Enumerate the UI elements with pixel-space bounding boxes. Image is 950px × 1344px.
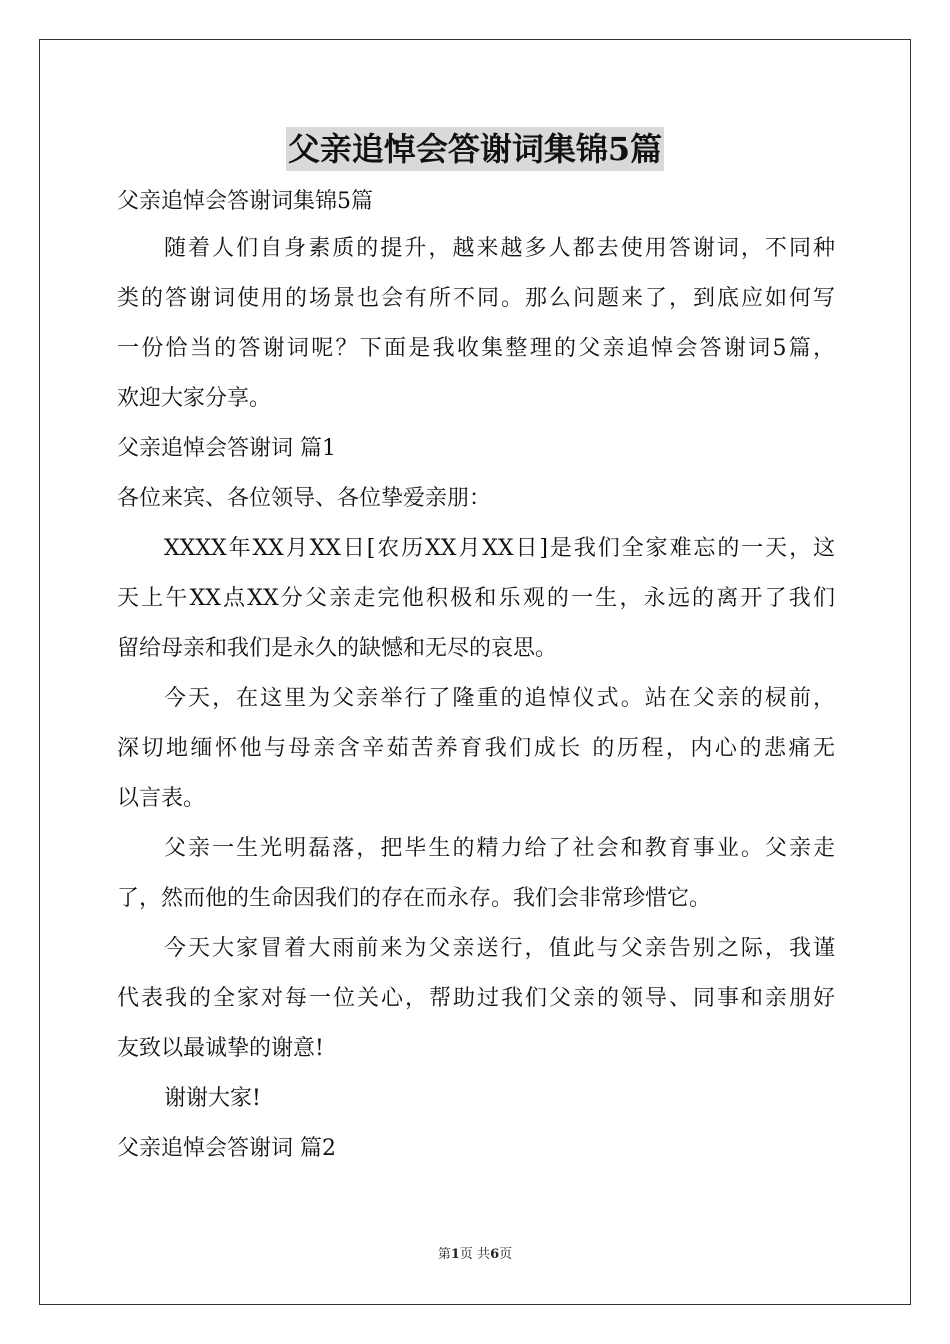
footer-mid: 页 共 bbox=[459, 1247, 491, 1262]
para2-line-2: 深切地缅怀他与母亲含辛茹苦养育我们成长 的历程，内心的悲痛无 bbox=[117, 736, 835, 761]
para1-line-1: XXXX年XX月XX日[农历XX月XX日]是我们全家难忘的一天，这 bbox=[164, 536, 835, 561]
footer-prefix: 第 bbox=[437, 1247, 451, 1262]
thanks-line: 谢谢大家! bbox=[164, 1086, 261, 1111]
footer-page-total: 6 bbox=[490, 1247, 500, 1262]
para4-line-1: 今天大家冒着大雨前来为父亲送行，值此与父亲告别之际，我谨 bbox=[164, 936, 835, 961]
para2-line-1: 今天，在这里为父亲举行了隆重的追悼仪式。站在父亲的棂前， bbox=[164, 686, 835, 711]
intro-line-1: 随着人们自身素质的提升，越来越多人都去使用答谢词，不同种 bbox=[164, 236, 835, 261]
section-heading-2: 父亲追悼会答谢词 篇2 bbox=[117, 1136, 336, 1161]
para4-line-3: 友致以最诚挚的谢意! bbox=[117, 1036, 324, 1061]
intro-line-3: 一份恰当的答谢词呢？下面是我收集整理的父亲追悼会答谢词5篇， bbox=[117, 336, 835, 361]
para2-line-3: 以言表。 bbox=[117, 786, 206, 811]
title-container bbox=[0, 127, 950, 171]
footer-page-current: 1 bbox=[450, 1247, 460, 1262]
document-title: 父亲追悼会答谢词集锦5篇 bbox=[286, 127, 664, 171]
page-border bbox=[39, 39, 911, 1305]
greeting: 各位来宾、各位领导、各位挚爱亲朋： bbox=[117, 486, 492, 511]
para4-line-2: 代表我的全家对每一位关心，帮助过我们父亲的领导、同事和亲朋好 bbox=[117, 986, 835, 1011]
para3-line-1: 父亲一生光明磊落，把毕生的精力给了社会和教育事业。父亲走 bbox=[164, 836, 835, 861]
intro-line-2: 类的答谢词使用的场景也会有所不同。那么问题来了，到底应如何写 bbox=[117, 286, 835, 311]
para1-line-3: 留给母亲和我们是永久的缺憾和无尽的哀思。 bbox=[117, 636, 558, 661]
intro-line-4: 欢迎大家分享。 bbox=[117, 386, 272, 411]
subtitle: 父亲追悼会答谢词集锦5篇 bbox=[117, 189, 373, 214]
para3-line-2: 了，然而他的生命因我们的存在而永存。我们会非常珍惜它。 bbox=[117, 886, 712, 911]
footer-suffix: 页 bbox=[499, 1247, 513, 1262]
para1-line-2: 天上午XX点XX分父亲走完他积极和乐观的一生，永远的离开了我们 bbox=[117, 586, 835, 611]
page-footer bbox=[0, 1243, 950, 1262]
section-heading-1: 父亲追悼会答谢词 篇1 bbox=[117, 436, 336, 461]
